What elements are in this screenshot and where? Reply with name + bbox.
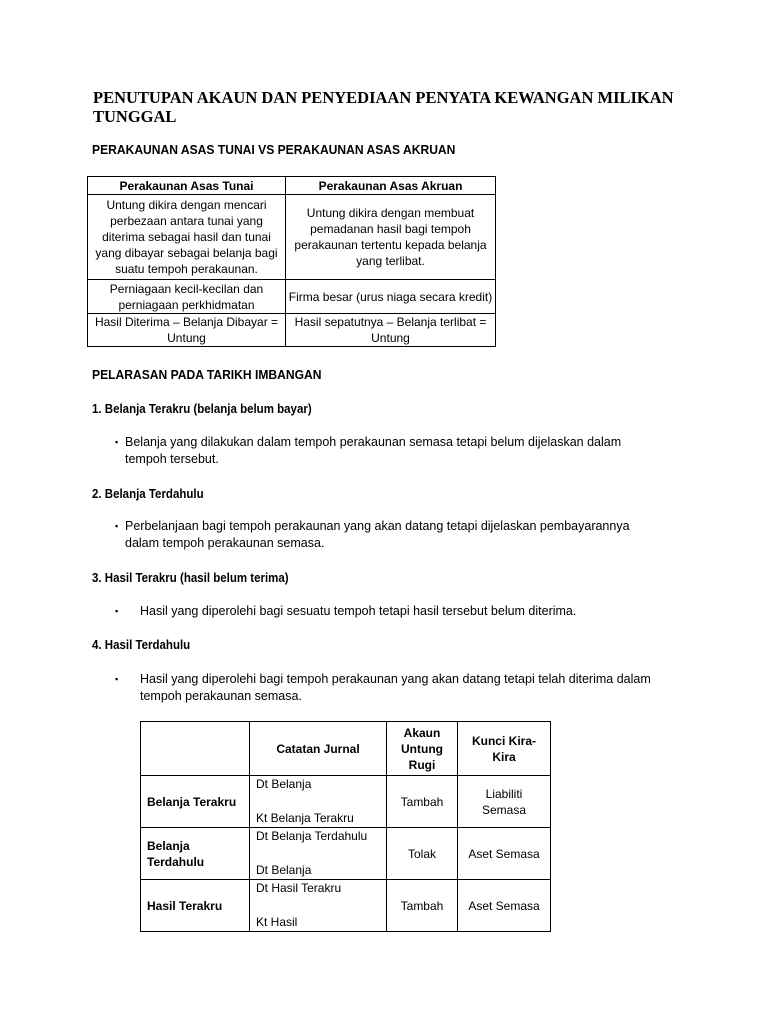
table-cell: Untung dikira dengan membuat pemadanan hasil bagi tempoh perakaunan tertentu kepada belanja yang terlibat.	[286, 195, 496, 280]
item-description: Hasil yang diperolehi bagi sesuatu tempoh tetapi hasil tersebut belum diterima.	[140, 604, 577, 618]
table-row	[88, 314, 496, 347]
page-title: PENUTUPAN AKAUN DAN PENYEDIAAN PENYATA KEWANGAN MILIKAN TUNGGAL	[93, 88, 674, 126]
table-row	[88, 280, 496, 314]
debit-entry: Dt Hasil Terakru	[256, 881, 342, 895]
column-header: Catatan Jurnal	[250, 722, 387, 776]
column-header	[141, 722, 250, 776]
list-item	[115, 603, 675, 620]
table-cell: Untung dikira dengan mencari perbezaan antara tunai yang diterima sebagai hasil dan tunai yang dibayar sebagai belanja bagi suatu tempoh perakaunan.	[88, 195, 286, 280]
bullet-icon: ▪	[115, 674, 119, 684]
credit-entry: Kt Hasil	[256, 915, 298, 929]
bullet-icon: ▪	[115, 521, 119, 531]
section-heading-cash-vs-accrual: PERAKAUNAN ASAS TUNAI VS PERAKAUNAN ASAS AKRUAN	[92, 142, 456, 157]
table-cell: Firma besar (urus niaga secara kredit)	[286, 280, 496, 314]
item-heading: 2. Belanja Terdahulu	[92, 487, 204, 501]
balance-sheet-class: Liabiliti Semasa	[458, 776, 551, 828]
item-heading: 3. Hasil Terakru (hasil belum terima)	[92, 571, 289, 585]
profit-loss-effect: Tambah	[387, 776, 458, 828]
section-heading-adjustments: PELARASAN PADA TARIKH IMBANGAN	[92, 367, 322, 382]
row-label: Belanja Terakru	[141, 776, 250, 828]
item-description: Belanja yang dilakukan dalam tempoh perakaunan semasa tetapi belum dijelaskan dalam tempoh tersebut.	[125, 435, 622, 466]
list-item	[115, 518, 655, 552]
row-label: Hasil Terakru	[141, 880, 250, 932]
table-row	[141, 828, 551, 880]
debit-entry: Dt Belanja	[256, 777, 312, 791]
balance-sheet-class: Aset Semasa	[458, 880, 551, 932]
table-row	[141, 880, 551, 932]
journal-entry	[250, 776, 387, 828]
item-description: Hasil yang diperolehi bagi tempoh perakaunan yang akan datang tetapi telah diterima dalam tempoh perakaunan semasa.	[140, 672, 651, 703]
credit-entry: Kt Belanja Terakru	[256, 811, 354, 825]
table-row	[141, 776, 551, 828]
credit-entry: Dt Belanja	[256, 863, 312, 877]
table-cell: Perniagaan kecil-kecilan dan perniagaan perkhidmatan	[88, 280, 286, 314]
table-cell: Hasil sepatutnya – Belanja terlibat = Untung	[286, 314, 496, 347]
table-cell: Hasil Diterima – Belanja Dibayar = Untung	[88, 314, 286, 347]
journal-entry	[250, 828, 387, 880]
table-header-row	[88, 177, 496, 195]
item-description: Perbelanjaan bagi tempoh perakaunan yang akan datang tetapi dijelaskan pembayarannya dalam tempoh perakaunan semasa.	[125, 519, 630, 550]
item-heading: 4. Hasil Terdahulu	[92, 638, 191, 652]
balance-sheet-class: Aset Semasa	[458, 828, 551, 880]
bullet-icon: ▪	[115, 437, 119, 447]
journal-entry	[250, 880, 387, 932]
column-header: Perakaunan Asas Akruan	[286, 177, 496, 195]
row-label: Belanja Terdahulu	[141, 828, 250, 880]
comparison-table	[87, 176, 496, 347]
table-header-row	[141, 722, 551, 776]
list-item	[115, 434, 655, 468]
table-row	[88, 195, 496, 280]
bullet-icon: ▪	[115, 606, 119, 616]
profit-loss-effect: Tambah	[387, 880, 458, 932]
column-header: Akaun Untung Rugi	[387, 722, 458, 776]
adjustment-journal-table	[140, 721, 551, 932]
column-header: Kunci Kira-Kira	[458, 722, 551, 776]
column-header: Perakaunan Asas Tunai	[88, 177, 286, 195]
profit-loss-effect: Tolak	[387, 828, 458, 880]
debit-entry: Dt Belanja Terdahulu	[256, 829, 368, 843]
list-item	[115, 671, 675, 705]
item-heading: 1. Belanja Terakru (belanja belum bayar)	[92, 402, 312, 416]
